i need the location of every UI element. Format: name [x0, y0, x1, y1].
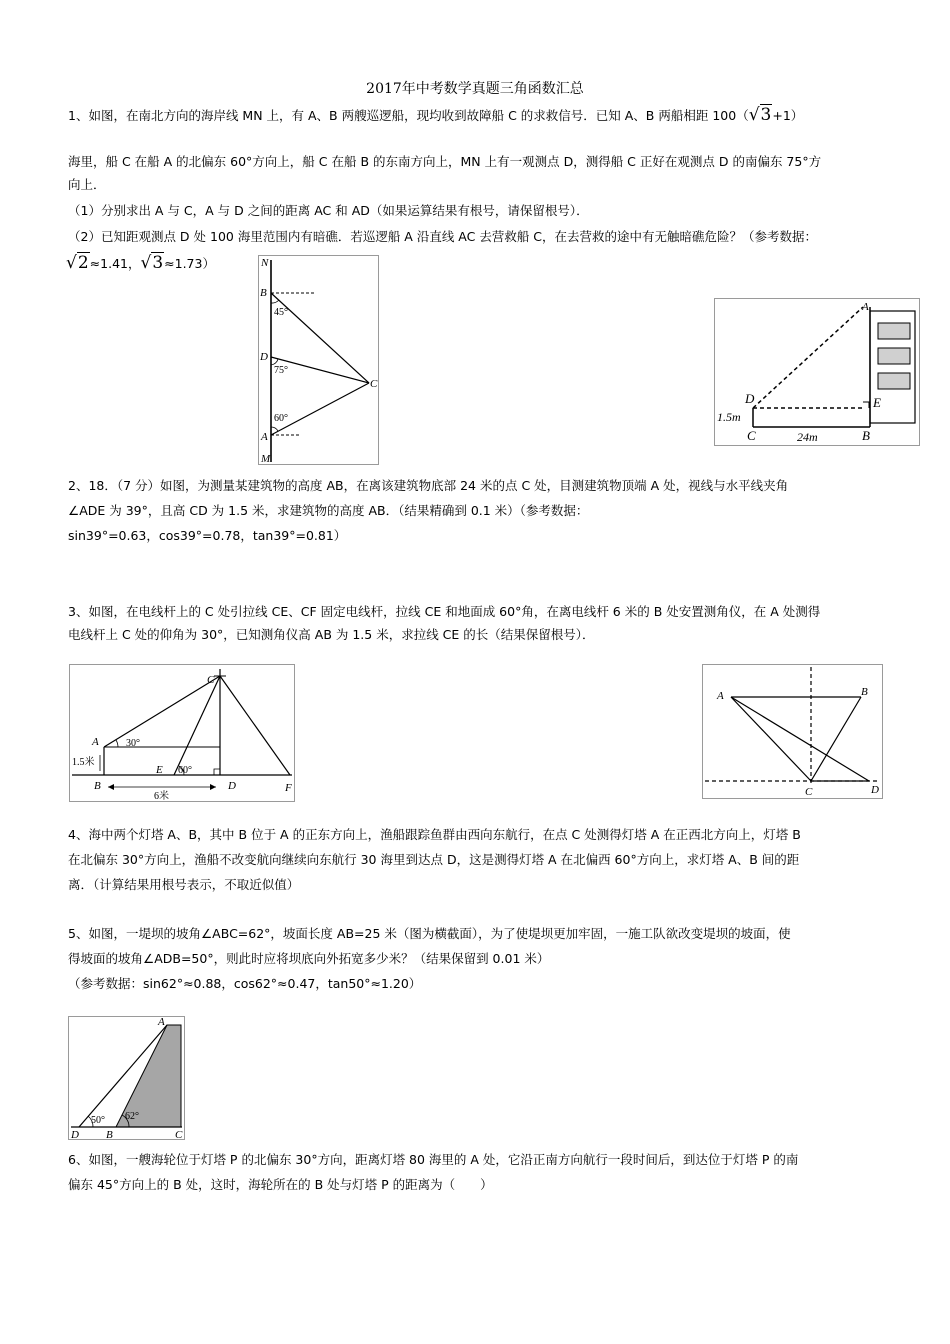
arc-60 — [271, 427, 278, 431]
label-b: B — [862, 428, 870, 443]
figure-q1-svg — [259, 256, 378, 464]
right-angle-d — [214, 769, 220, 775]
label-d: D — [71, 1129, 79, 1139]
figure-q2 — [714, 298, 920, 446]
label-d: D — [871, 784, 879, 796]
angle-45: 45° — [274, 307, 288, 318]
sqrt-2: √2 — [66, 253, 89, 273]
sight-line-da — [753, 307, 863, 408]
label-n: N — [261, 257, 269, 269]
sight-line-ac — [104, 676, 220, 747]
q1-line3: 向上． — [68, 177, 106, 192]
right-angle-e — [863, 402, 869, 408]
window-3 — [878, 373, 910, 389]
angle-50: 50° — [91, 1115, 105, 1126]
q3-line1: 3、如图，在电线杆上的 C 处引拉线 CE、CF 固定电线杆，拉线 CE 和地面成 60°角，在离电线杆 6 米的 B 处安置测角仪，在 A 处测得 — [68, 604, 821, 619]
arc-45 — [271, 300, 279, 303]
label-a: A — [261, 431, 268, 443]
label-distance: 6米 — [154, 791, 169, 801]
q1-part1: （1）分别求出 A 与 C，A 与 D 之间的距离 AC 和 AD（如果运算结果有根号，请保留根号）． — [68, 203, 589, 218]
angle-30: 30° — [126, 738, 140, 749]
label-b: B — [106, 1129, 113, 1139]
q4-line3: 离．（计算结果用根号表示，不取近似值） — [68, 877, 300, 892]
label-distance: 24m — [797, 430, 818, 444]
label-c: C — [207, 674, 215, 686]
label-c: C — [370, 378, 378, 390]
figure-q3-svg — [70, 665, 294, 801]
q3-line2: 电线杆上 C 处的仰角为 30°，已知测角仪高 AB 为 1.5 米，求拉线 CE 的长（结果保留根号）． — [68, 627, 595, 642]
q5-line2: 得坡面的坡角∠ADB=50°，则此时应将坝底向外拓宽多少米？（结果保留到 0.01 米） — [68, 951, 550, 966]
wire-cf — [220, 676, 290, 775]
line-ad — [731, 697, 869, 781]
q6-line1: 6、如图，一艘海轮位于灯塔 P 的北偏东 30°方向，距离灯塔 80 海里的 A 处，它沿正南方向航行一段时间后，到达位于灯塔 P 的南 — [68, 1152, 799, 1167]
q4-line2: 在北偏东 30°方向上，渔船不改变航向继续向东航行 30 海里到达点 D，这是测得灯塔 A 在北偏西 60°方向上，求灯塔 A、B 间的距 — [68, 852, 800, 867]
label-a: A — [717, 690, 724, 702]
angle-60: 60° — [274, 413, 288, 424]
q2-line2: ∠ADE 为 39°，且高 CD 为 1.5 米，求建筑物的高度 AB．（结果精确到 0.1 米）（参考数据： — [68, 503, 589, 518]
line-ac — [271, 383, 369, 435]
figure-q4-svg — [703, 665, 882, 798]
sqrt-3: √3 — [748, 105, 772, 125]
figure-q2-svg — [715, 299, 919, 445]
q1-line1-text: 1、如图，在南北方向的海岸线 MN 上，有 A、B 两艘巡逻船，现均收到故障船 C 的求救信号．已知 A、B 两船相距 100（ — [68, 108, 749, 123]
figure-q5 — [68, 1016, 185, 1140]
sqrt-3-ref: √3 — [140, 253, 164, 273]
q1-line2: 海里，船 C 在船 A 的北偏东 60°方向上，船 C 在船 B 的东南方向上，MN 上有一观测点 D，测得船 C 正好在观测点 D 的南偏东 75°方 — [68, 154, 822, 169]
q2-line1: 2、18．（7 分）如图，为测量某建筑物的高度 AB，在离该建筑物底部 24 米的点 C 处，目测建筑物顶端 A 处，视线与水平线夹角 — [68, 478, 789, 493]
q1-reference: √2≈1.41，√3≈1.73） — [66, 253, 215, 273]
label-c: C — [175, 1129, 183, 1139]
label-c: C — [747, 428, 756, 443]
arrow-left — [108, 784, 114, 790]
q1-line1 — [68, 106, 803, 125]
figure-q4 — [702, 664, 883, 799]
figure-q5-svg — [69, 1017, 184, 1139]
angle-62: 62° — [125, 1111, 139, 1122]
q5-line3: （参考数据：sin62°≈0.88，cos62°≈0.47，tan50°≈1.20） — [68, 976, 422, 991]
q5-line1: 5、如图，一堤坝的坡角∠ABC=62°，坡面长度 AB=25 米（图为横截面），为了使堤坝更加牢固，一施工队欲改变堤坝的坡面，使 — [68, 926, 791, 941]
q1-part2: （2）已知距观测点 D 处 100 海里范围内有暗礁．若巡逻船 A 沿直线 AC 去营救船 C，在去营救的途中有无触暗礁危险？（参考数据： — [68, 229, 818, 244]
label-height: 1.5m — [717, 410, 741, 424]
label-height: 1.5米 — [72, 757, 95, 768]
arrow-right — [210, 784, 216, 790]
label-b: B — [94, 780, 101, 792]
window-1 — [878, 323, 910, 339]
label-f: F — [285, 782, 292, 794]
label-a: A — [92, 736, 99, 748]
page-title: 2017年中考数学真题三角函数汇总 — [366, 81, 584, 97]
label-d: D — [260, 351, 268, 363]
label-b: B — [260, 287, 267, 299]
q2-line3: sin39°=0.63，cos39°=0.78，tan39°=0.81） — [68, 528, 347, 543]
figure-q1 — [258, 255, 379, 465]
label-m: M — [261, 453, 271, 464]
angle-60: 60° — [178, 765, 192, 776]
line-bc — [811, 697, 861, 781]
arc-30 — [116, 740, 118, 747]
label-d: D — [228, 780, 236, 792]
label-c: C — [805, 786, 813, 798]
figure-q3 — [69, 664, 295, 802]
angle-75: 75° — [274, 365, 288, 376]
label-a: A — [862, 301, 869, 313]
label-e: E — [156, 764, 163, 776]
label-a: A — [158, 1017, 165, 1028]
label-d: D — [745, 391, 755, 406]
q1-line1-tail: +1） — [772, 108, 804, 123]
window-2 — [878, 348, 910, 364]
q6-line2: 偏东 45°方向上的 B 处，这时，海轮所在的 B 处与灯塔 P 的距离为（ ） — [68, 1177, 493, 1192]
q4-line1: 4、海中两个灯塔 A、B，其中 B 位于 A 的正东方向上，渔船跟踪鱼群由西向东航行，在点 C 处测得灯塔 A 在正西北方向上，灯塔 B — [68, 827, 801, 842]
wire-ce — [174, 676, 220, 775]
label-e: E — [873, 395, 881, 410]
label-b: B — [861, 686, 868, 698]
